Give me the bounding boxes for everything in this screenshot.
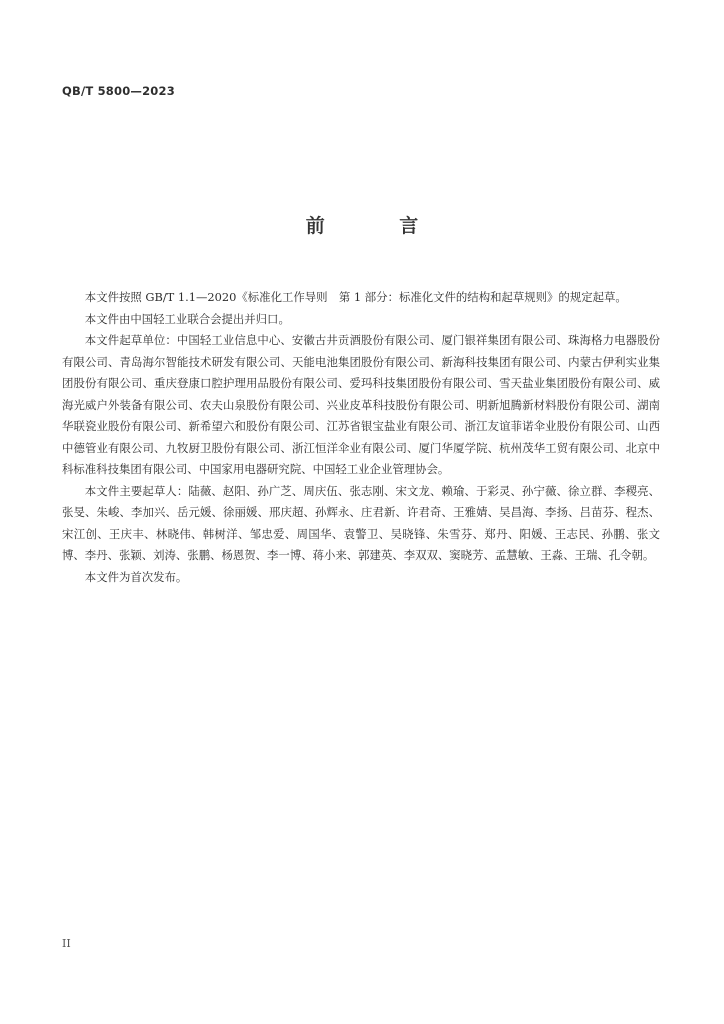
paragraph-first-release: 本文件为首次发布。: [84, 569, 188, 584]
paragraph-drafting-rules: 本文件按照 GB/T 1.1—2020《标准化工作导则 第 1 部分：标准化文件的结构和起草规则》的规定起草。: [84, 290, 627, 304]
preface-title: 前 言: [305, 215, 453, 237]
page-number: II: [62, 937, 71, 950]
paragraph-drafting-units: 本文件起草单位：中国轻工业信息中心、安徽古井贡酒股份有限公司、厦门银祥集团有限公司、珠海格力电器股份有限公司、青岛海尔智能技术研发有限公司、天能电池集团股份有限公司、新海科技集团有限公司、内蒙古伊利实业集团股份有限公司、重庆登康口腔护理用品股份有限公司、爱玛科技集团股份有限公司、雪天盐业集团股份有限公司、威海光威户外装备有限公司、农夫山泉股份有限公司、兴业皮革科技股份有限公司、明新旭腾新材料股份有限公司、湖南华联瓷业股份有限公司、新希望六和股份有限公司、江苏省银宝盐业有限公司、浙江友谊菲诺伞业股份有限公司、山西中德管业有限公司、九牧厨卫股份有限公司、浙江恒洋伞业有限公司、厦门华厦学院、杭州茂华工贸有限公司、北京中科标准科技集团有限公司、中国家用电器研究院、中国轻工业企业管理协会。: [62, 333, 660, 476]
preface-body: [62, 287, 660, 588]
paragraph-proposer: 本文件由中国轻工业联合会提出并归口。: [84, 311, 290, 326]
paragraph-drafters: 本文件主要起草人：陆薇、赵阳、孙广芝、周庆伍、张志刚、宋文龙、赖瑜、于彩灵、孙宁薇、徐立群、李稷亮、张旻、朱峻、李加兴、岳元媛、徐丽媛、邢庆超、孙辉永、庄君新、许君奇、王雅婧、吴昌海、李扬、吕苗芬、程杰、宋江创、王庆丰、林晓伟、韩树洋、邹忠爱、周国华、袁警卫、吴晓锋、朱雪芬、郑丹、阳媛、王志民、孙鹏、张文博、李丹、张颖、刘涛、张鹏、杨恩贺、李一博、蒋小来、郭建英、李双双、窦晓芳、孟慧敏、王淼、王瑞、孔令朝。: [62, 483, 660, 562]
standard-code: QB/T 5800—2023: [62, 84, 175, 98]
